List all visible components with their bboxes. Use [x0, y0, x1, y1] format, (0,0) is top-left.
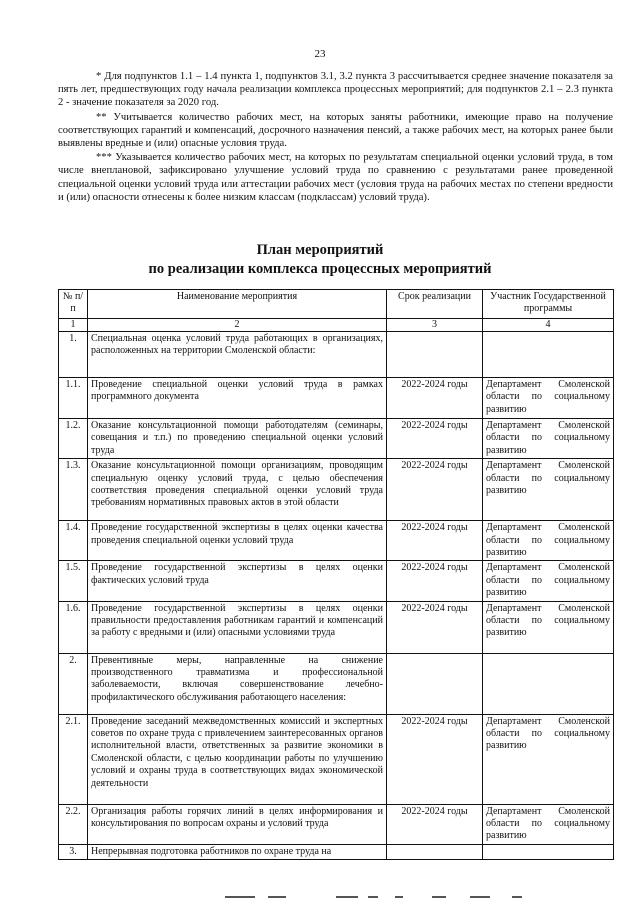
row-name: Проведение специальной оценки условий труда в рамках программного документа	[88, 378, 387, 419]
row-party	[483, 844, 614, 859]
row-num: 1.3.	[59, 459, 88, 521]
table-row	[59, 804, 614, 844]
table-row	[59, 653, 614, 714]
row-term	[387, 844, 483, 859]
table-row	[59, 378, 614, 419]
scan-mark	[368, 896, 378, 898]
header-party: Участник Государственной программы	[483, 290, 614, 319]
row-name: Организация работы горячих линий в целях информирования и консультирования по вопросам охраны и условий труда	[88, 804, 387, 844]
row-num: 2.	[59, 653, 88, 714]
row-term: 2022-2024 годы	[387, 601, 483, 653]
row-name: Специальная оценка условий труда работающих в организациях, расположенных на территории Смоленской области:	[88, 332, 387, 378]
col-number-3: 3	[387, 319, 483, 332]
row-term: 2022-2024 годы	[387, 521, 483, 561]
row-party: Департамент Смоленской области по социальному развитию	[483, 459, 614, 521]
table-row	[59, 419, 614, 459]
row-name: Проведение заседаний межведомственных комиссий и экспертных советов по охране труда с привлечением заинтересованных органов исполнительной власти, ответственных за развитие экономики в Смоленской области, с целью координации работы по улучшению условий и охраны труда в соответствующих видах экономической деятельности	[88, 714, 387, 804]
scan-mark	[225, 896, 255, 898]
table-row	[59, 459, 614, 521]
row-num: 1.2.	[59, 419, 88, 459]
footnote-triple-star: *** Указывается количество рабочих мест, на которых по результатам специальной оценки условий труда, в том числе внеплановой, зафиксировано улучшение условий труда по сравнению с результатами ранее проведенной специальной оценки условий труда или аттестации рабочих мест (условия труда на рабочих местах по степени вредности и (или) опасности отнесены к более низким классам (подклассам) условий труда).	[58, 152, 613, 203]
row-term	[387, 653, 483, 714]
table-row	[59, 844, 614, 859]
title-line-1: План мероприятий	[256, 242, 384, 258]
scan-mark	[395, 896, 403, 898]
table-row	[59, 561, 614, 601]
footnotes	[58, 70, 613, 205]
row-num: 1.6.	[59, 601, 88, 653]
row-term: 2022-2024 годы	[387, 378, 483, 419]
title-line-2: по реализации комплекса процессных мероприятий	[148, 260, 492, 277]
row-party: Департамент Смоленской области по социальному развитию	[483, 419, 614, 459]
table-header-row	[59, 290, 614, 319]
col-number-1: 1	[59, 319, 88, 332]
row-party	[483, 332, 614, 378]
scan-mark	[336, 896, 358, 898]
row-num: 1.1.	[59, 378, 88, 419]
row-num: 3.	[59, 844, 88, 859]
row-num: 2.2.	[59, 804, 88, 844]
footnote-single-star: * Для подпунктов 1.1 – 1.4 пункта 1, подпунктов 3.1, 3.2 пункта 3 рассчитывается среднее значение показателя за пять лет, предшествующих году начала реализации комплекса процессных мероприятий; для подпунктов 2.1 – 2.3 пункта 2 - значение показателя за 2020 год.	[58, 71, 613, 109]
table-row	[59, 714, 614, 804]
section-title	[0, 241, 640, 278]
scan-artifacts	[0, 896, 640, 902]
row-term: 2022-2024 годы	[387, 804, 483, 844]
row-term: 2022-2024 годы	[387, 561, 483, 601]
scan-mark	[432, 896, 446, 898]
row-party: Департамент Смоленской области по социальному развитию	[483, 714, 614, 804]
page-number: 23	[314, 48, 326, 60]
row-name: Оказание консультационной помощи работодателям (семинары, совещания и т.п.) по проведению специальной оценки условий труда	[88, 419, 387, 459]
row-num: 2.1.	[59, 714, 88, 804]
scan-mark	[268, 896, 286, 898]
row-name: Оказание консультационной помощи организациям, проводящим специальную оценку условий труда, с целью обеспечения соответствия проведения специальной оценки условий труда требованиям нормативных правовых актов в этой области	[88, 459, 387, 521]
footnote-double-star: ** Учитывается количество рабочих мест, на которых заняты работники, имеющие право на получение соответствующих гарантий и компенсаций, досрочного назначения пенсий, а также рабочих мест, на которых ранее были выявлены вредные и (или) опасные условия труда.	[58, 111, 613, 150]
table-row	[59, 521, 614, 561]
header-term: Срок реализации	[387, 290, 483, 319]
row-party: Департамент Смоленской области по социальному развитию	[483, 378, 614, 419]
row-term: 2022-2024 годы	[387, 419, 483, 459]
row-num: 1.4.	[59, 521, 88, 561]
row-term	[387, 332, 483, 378]
header-name: Наименование мероприятия	[88, 290, 387, 319]
row-party: Департамент Смоленской области по социальному развитию	[483, 804, 614, 844]
header-num: № п/п	[59, 290, 88, 319]
row-party: Департамент Смоленской области по социальному развитию	[483, 561, 614, 601]
row-name: Проведение государственной экспертизы в целях оценки правильности предоставления работникам гарантий и компенсаций за работу с вредными и (или) опасными условиями труда	[88, 601, 387, 653]
row-num: 1.5.	[59, 561, 88, 601]
row-name: Проведение государственной экспертизы в целях оценки качества проведения специальной оценки условий труда	[88, 521, 387, 561]
row-term: 2022-2024 годы	[387, 459, 483, 521]
table-row	[59, 332, 614, 378]
row-party: Департамент Смоленской области по социальному развитию	[483, 601, 614, 653]
activities-table	[58, 289, 614, 860]
row-num: 1.	[59, 332, 88, 378]
row-name: Превентивные меры, направленные на снижение производственного травматизма и профессиональной заболеваемости, включая совершенствование лечебно-профилактического обслуживания работающего населения:	[88, 653, 387, 714]
col-number-2: 2	[88, 319, 387, 332]
table-row	[59, 601, 614, 653]
row-name: Непрерывная подготовка работников по охране труда на	[88, 844, 387, 859]
row-party: Департамент Смоленской области по социальному развитию	[483, 521, 614, 561]
row-party	[483, 653, 614, 714]
scan-mark	[512, 896, 522, 898]
scan-mark	[470, 896, 490, 898]
row-term: 2022-2024 годы	[387, 714, 483, 804]
column-number-row	[59, 319, 614, 332]
col-number-4: 4	[483, 319, 614, 332]
row-name: Проведение государственной экспертизы в целях оценки фактических условий труда	[88, 561, 387, 601]
